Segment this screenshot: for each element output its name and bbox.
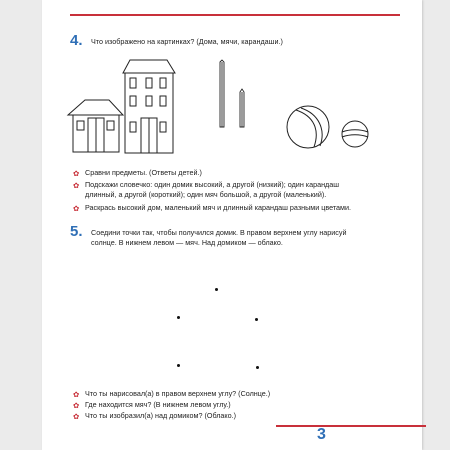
flower-bullet-icon: ✿ [73, 169, 80, 178]
task-5-question-3: ✿ Что ты изобразил(а) над домиком? (Облако.) [73, 411, 237, 421]
task-4-bullet-2: ✿ Подскажи словечко: один домик высокий, а другой (низкий); один карандаш длинный, а другой (короткий); один мяч большой, а другой (маленький). [73, 180, 340, 199]
task-5-line-1: Соедини точки так, чтобы получился домик. В правом верхнем углу нарисуй [91, 228, 347, 237]
task-5-line-2: солнце. В нижнем левом — мяч. Над домиком — облако. [91, 238, 283, 247]
connect-dot-lower-right [256, 366, 259, 369]
flower-bullet-icon: ✿ [73, 401, 80, 410]
task-4-number: 4. [70, 32, 83, 49]
task-5-number: 5. [70, 223, 83, 240]
task-4-bullet-3: ✿ Раскрась высокий дом, маленький мяч и длинный карандаш разными цветами. [73, 203, 351, 213]
big-ball [287, 106, 329, 148]
flower-bullet-icon: ✿ [73, 204, 80, 213]
tall-house [123, 60, 175, 153]
flower-bullet-icon: ✿ [73, 412, 80, 421]
task-4-bullet-1: ✿ Сравни предметы. (Ответы детей.) [73, 168, 202, 178]
task-5-question-1: ✿ Что ты нарисовал(а) в правом верхнем углу? (Солнце.) [73, 389, 271, 399]
bottom-rule [276, 425, 426, 427]
connect-dot-upper-right [255, 318, 258, 321]
long-pencil [220, 60, 224, 127]
connect-dot-lower-left [177, 364, 180, 367]
flower-bullet-icon: ✿ [73, 181, 80, 190]
connect-dot-upper-left [177, 316, 180, 319]
small-house [68, 100, 123, 152]
task-5-question-2: ✿ Где находится мяч? (В нижнем левом углу.) [73, 400, 231, 410]
short-pencil [240, 89, 244, 127]
page-number: 3 [317, 426, 326, 443]
small-ball [342, 121, 368, 147]
connect-dot-roof [215, 288, 218, 291]
flower-bullet-icon: ✿ [73, 390, 80, 399]
task-4-question: Что изображено на картинках? (Дома, мячи, карандаши.) [91, 37, 283, 46]
